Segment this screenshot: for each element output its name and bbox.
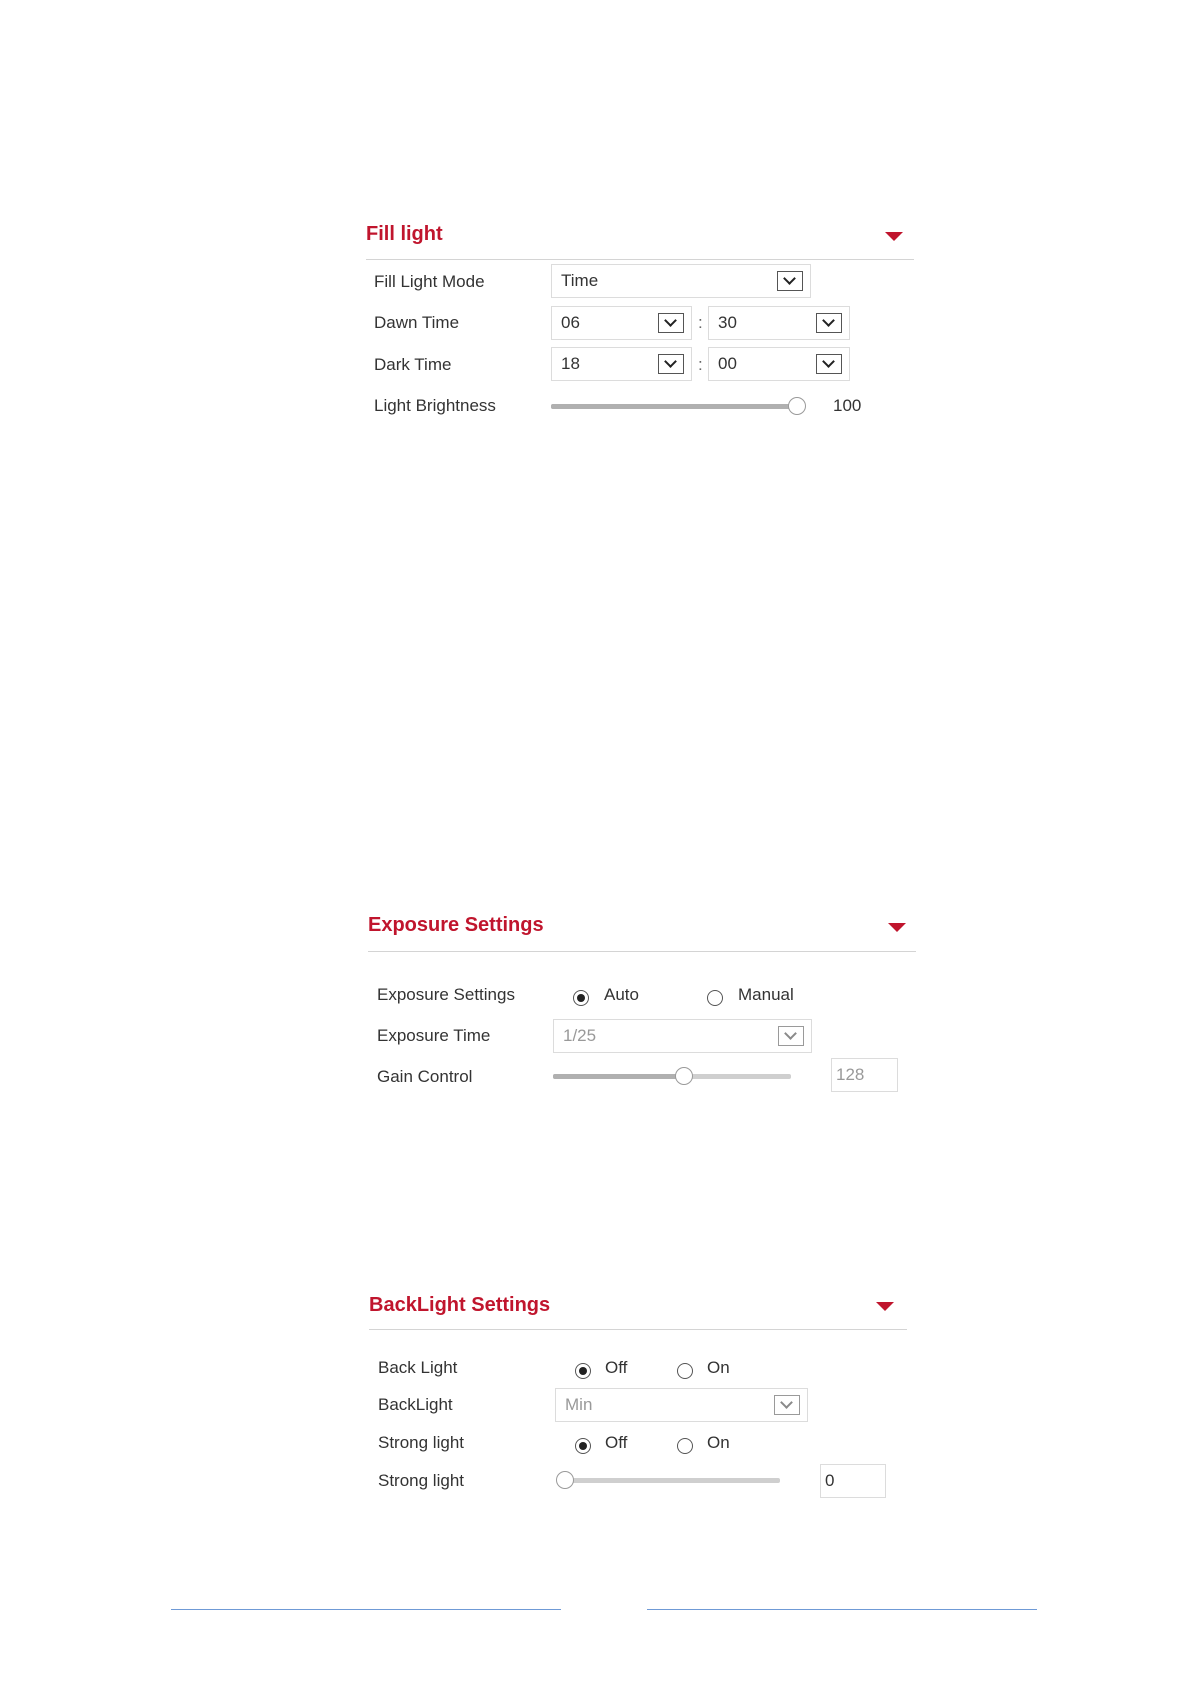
strong-light-slider[interactable] — [565, 1478, 780, 1483]
section-divider — [366, 259, 914, 260]
time-separator: : — [698, 355, 703, 374]
time-separator: : — [698, 313, 703, 332]
dark-minute-value: 00 — [718, 354, 737, 373]
exposure-time-label: Exposure Time — [377, 1026, 491, 1045]
light-brightness-slider[interactable] — [551, 404, 797, 409]
footer-rule-left — [171, 1609, 561, 1610]
collapse-triangle-icon[interactable] — [885, 232, 903, 241]
exposure-mode-label: Exposure Settings — [377, 985, 515, 1004]
slider-thumb[interactable] — [556, 1471, 574, 1489]
dark-time-label: Dark Time — [374, 355, 452, 374]
slider-thumb[interactable] — [675, 1067, 693, 1085]
strong-light-off-label: Off — [605, 1433, 628, 1452]
strong-light-label: Strong light — [378, 1433, 464, 1452]
back-light-off-label: Off — [605, 1358, 628, 1377]
fill-light-mode-select[interactable] — [551, 264, 811, 298]
collapse-triangle-icon[interactable] — [876, 1302, 894, 1311]
backlight-level-value: Min — [565, 1395, 593, 1414]
chevron-down-icon — [658, 354, 684, 374]
strong-light-on-radio[interactable] — [677, 1438, 693, 1454]
exposure-time-value: 1/25 — [563, 1026, 597, 1045]
dawn-hour-value: 06 — [561, 313, 580, 332]
chevron-down-icon — [816, 354, 842, 374]
fill-light-mode-label: Fill Light Mode — [374, 272, 485, 291]
dawn-minute-select[interactable] — [708, 306, 850, 340]
gain-control-label: Gain Control — [377, 1067, 473, 1086]
gain-control-slider[interactable] — [553, 1074, 791, 1079]
light-brightness-value: 100 — [833, 396, 862, 415]
gain-control-input[interactable]: 128 — [831, 1058, 898, 1092]
light-brightness-label: Light Brightness — [374, 396, 496, 415]
strong-light-slider-label: Strong light — [378, 1471, 464, 1490]
chevron-down-icon — [658, 313, 684, 333]
dark-hour-value: 18 — [561, 354, 580, 373]
back-light-on-radio[interactable] — [677, 1363, 693, 1379]
exposure-manual-label: Manual — [738, 985, 794, 1004]
slider-thumb[interactable] — [788, 397, 806, 415]
backlight-level-label: BackLight — [378, 1395, 453, 1414]
backlight-title: BackLight Settings — [369, 1294, 551, 1316]
dark-minute-select[interactable] — [708, 347, 850, 381]
exposure-manual-radio[interactable] — [707, 990, 723, 1006]
dark-hour-select[interactable] — [551, 347, 692, 381]
dawn-hour-select[interactable] — [551, 306, 692, 340]
section-divider — [368, 951, 916, 952]
back-light-on-label: On — [707, 1358, 730, 1377]
collapse-triangle-icon[interactable] — [888, 923, 906, 932]
exposure-time-select[interactable] — [553, 1019, 812, 1053]
back-light-off-radio[interactable] — [575, 1363, 591, 1379]
fill-light-mode-value: Time — [561, 271, 599, 290]
chevron-down-icon — [774, 1395, 800, 1415]
slider-fill — [553, 1074, 684, 1079]
strong-light-off-radio[interactable] — [575, 1438, 591, 1454]
exposure-auto-radio[interactable] — [573, 990, 589, 1006]
chevron-down-icon — [777, 271, 803, 291]
slider-fill — [551, 404, 797, 409]
fill-light-title: Fill light — [366, 223, 443, 245]
strong-light-on-label: On — [707, 1433, 730, 1452]
section-divider — [369, 1329, 907, 1330]
chevron-down-icon — [778, 1026, 804, 1046]
strong-light-input[interactable]: 0 — [820, 1464, 886, 1498]
dawn-time-label: Dawn Time — [374, 313, 460, 332]
exposure-auto-label: Auto — [604, 985, 639, 1004]
dawn-minute-value: 30 — [718, 313, 737, 332]
back-light-label: Back Light — [378, 1358, 458, 1377]
footer-rule-right — [647, 1609, 1037, 1610]
exposure-title: Exposure Settings — [368, 914, 544, 936]
backlight-level-select[interactable] — [555, 1388, 808, 1422]
chevron-down-icon — [816, 313, 842, 333]
